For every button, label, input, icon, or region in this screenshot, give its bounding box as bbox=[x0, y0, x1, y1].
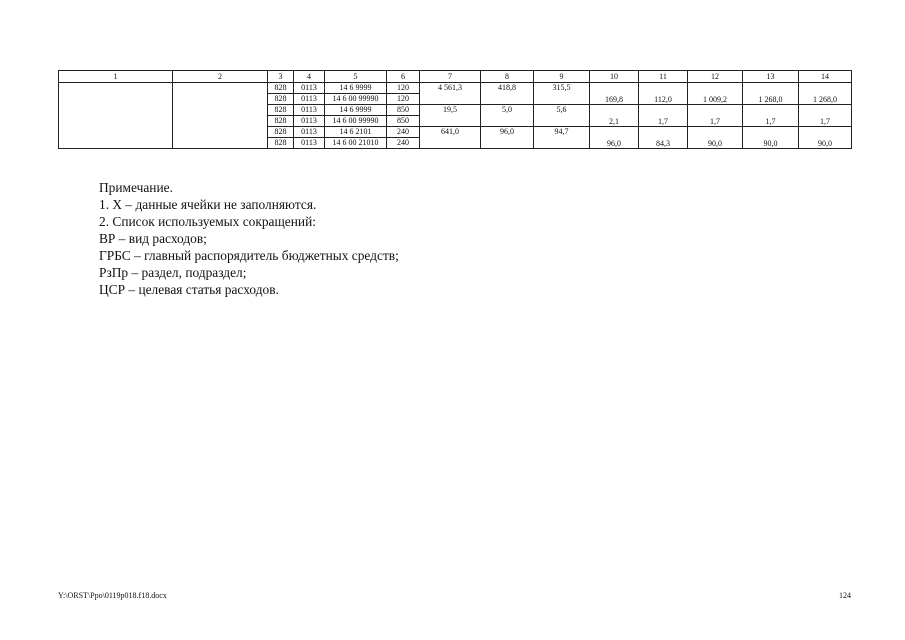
rzpr-cell: 0113 bbox=[294, 105, 325, 116]
value-cell: 4 561,3 bbox=[420, 83, 481, 94]
value-cell: 90,0 bbox=[743, 138, 799, 149]
table-row bbox=[59, 83, 852, 94]
value-cell bbox=[534, 94, 590, 105]
grbs-cell: 828 bbox=[268, 116, 294, 127]
header-cell: 7 bbox=[420, 71, 481, 83]
header-cell: 14 bbox=[799, 71, 852, 83]
value-cell bbox=[481, 116, 534, 127]
csr-cell: 14 6 9999 bbox=[325, 105, 387, 116]
value-cell: 1 009,2 bbox=[688, 94, 743, 105]
rzpr-cell: 0113 bbox=[294, 127, 325, 138]
value-cell bbox=[420, 94, 481, 105]
value-cell bbox=[743, 127, 799, 138]
value-cell bbox=[481, 138, 534, 149]
grbs-cell: 828 bbox=[268, 138, 294, 149]
value-cell bbox=[590, 105, 639, 116]
value-cell bbox=[590, 127, 639, 138]
vr-cell: 240 bbox=[387, 127, 420, 138]
note-item: 2. Список используемых сокращений: bbox=[99, 214, 316, 229]
vr-cell: 850 bbox=[387, 105, 420, 116]
header-cell: 11 bbox=[639, 71, 688, 83]
value-cell: 90,0 bbox=[688, 138, 743, 149]
note-item: ЦСР – целевая статья расходов. bbox=[99, 282, 279, 297]
value-cell: 2,1 bbox=[590, 116, 639, 127]
note-item: РзПр – раздел, подраздел; bbox=[99, 265, 247, 280]
value-cell bbox=[799, 83, 852, 94]
value-cell: 315,5 bbox=[534, 83, 590, 94]
grbs-cell: 828 bbox=[268, 127, 294, 138]
header-cell: 5 bbox=[325, 71, 387, 83]
header-cell: 3 bbox=[268, 71, 294, 83]
value-cell: 1 268,0 bbox=[743, 94, 799, 105]
header-cell: 13 bbox=[743, 71, 799, 83]
col2-merged-cell bbox=[173, 83, 268, 149]
header-cell: 1 bbox=[59, 71, 173, 83]
vr-cell: 120 bbox=[387, 94, 420, 105]
header-cell: 4 bbox=[294, 71, 325, 83]
value-cell: 1,7 bbox=[639, 116, 688, 127]
value-cell: 1,7 bbox=[688, 116, 743, 127]
rzpr-cell: 0113 bbox=[294, 94, 325, 105]
value-cell: 96,0 bbox=[590, 138, 639, 149]
csr-cell: 14 6 00 21010 bbox=[325, 138, 387, 149]
value-cell: 19,5 bbox=[420, 105, 481, 116]
col1-merged-cell bbox=[59, 83, 173, 149]
value-cell: 641,0 bbox=[420, 127, 481, 138]
note-block bbox=[99, 179, 399, 298]
value-cell: 112,0 bbox=[639, 94, 688, 105]
value-cell: 1,7 bbox=[799, 116, 852, 127]
value-cell: 5,0 bbox=[481, 105, 534, 116]
value-cell bbox=[688, 83, 743, 94]
header-cell: 2 bbox=[173, 71, 268, 83]
rzpr-cell: 0113 bbox=[294, 138, 325, 149]
value-cell bbox=[639, 105, 688, 116]
value-cell bbox=[534, 138, 590, 149]
value-cell bbox=[590, 83, 639, 94]
value-cell bbox=[688, 105, 743, 116]
value-cell bbox=[639, 127, 688, 138]
csr-cell: 14 6 9999 bbox=[325, 83, 387, 94]
csr-cell: 14 6 00 99990 bbox=[325, 116, 387, 127]
footer-file-path: Y:\ORST\Ppo\0119p018.f18.docx bbox=[58, 591, 167, 600]
header-cell: 10 bbox=[590, 71, 639, 83]
note-item: ВР – вид расходов; bbox=[99, 231, 207, 246]
rzpr-cell: 0113 bbox=[294, 83, 325, 94]
note-item: ГРБС – главный распорядитель бюджетных средств; bbox=[99, 248, 399, 263]
grbs-cell: 828 bbox=[268, 83, 294, 94]
note-title: Примечание. bbox=[99, 180, 173, 195]
vr-cell: 240 bbox=[387, 138, 420, 149]
value-cell: 1,7 bbox=[743, 116, 799, 127]
csr-cell: 14 6 00 99990 bbox=[325, 94, 387, 105]
value-cell bbox=[481, 94, 534, 105]
header-cell: 9 bbox=[534, 71, 590, 83]
budget-table bbox=[58, 70, 852, 149]
value-cell: 5,6 bbox=[534, 105, 590, 116]
value-cell bbox=[743, 105, 799, 116]
page-number: 124 bbox=[839, 591, 851, 600]
value-cell bbox=[420, 116, 481, 127]
grbs-cell: 828 bbox=[268, 105, 294, 116]
value-cell bbox=[420, 138, 481, 149]
value-cell: 418,8 bbox=[481, 83, 534, 94]
csr-cell: 14 6 2101 bbox=[325, 127, 387, 138]
header-cell: 8 bbox=[481, 71, 534, 83]
value-cell: 169,8 bbox=[590, 94, 639, 105]
vr-cell: 120 bbox=[387, 83, 420, 94]
value-cell bbox=[639, 83, 688, 94]
value-cell bbox=[799, 127, 852, 138]
value-cell bbox=[743, 83, 799, 94]
value-cell: 90,0 bbox=[799, 138, 852, 149]
rzpr-cell: 0113 bbox=[294, 116, 325, 127]
value-cell: 96,0 bbox=[481, 127, 534, 138]
vr-cell: 850 bbox=[387, 116, 420, 127]
value-cell bbox=[799, 105, 852, 116]
header-cell: 12 bbox=[688, 71, 743, 83]
value-cell: 1 268,0 bbox=[799, 94, 852, 105]
value-cell bbox=[534, 116, 590, 127]
value-cell: 94,7 bbox=[534, 127, 590, 138]
value-cell: 84,3 bbox=[639, 138, 688, 149]
header-cell: 6 bbox=[387, 71, 420, 83]
grbs-cell: 828 bbox=[268, 94, 294, 105]
value-cell bbox=[688, 127, 743, 138]
table-header-row bbox=[59, 71, 852, 83]
note-item: 1. X – данные ячейки не заполняются. bbox=[99, 197, 317, 212]
